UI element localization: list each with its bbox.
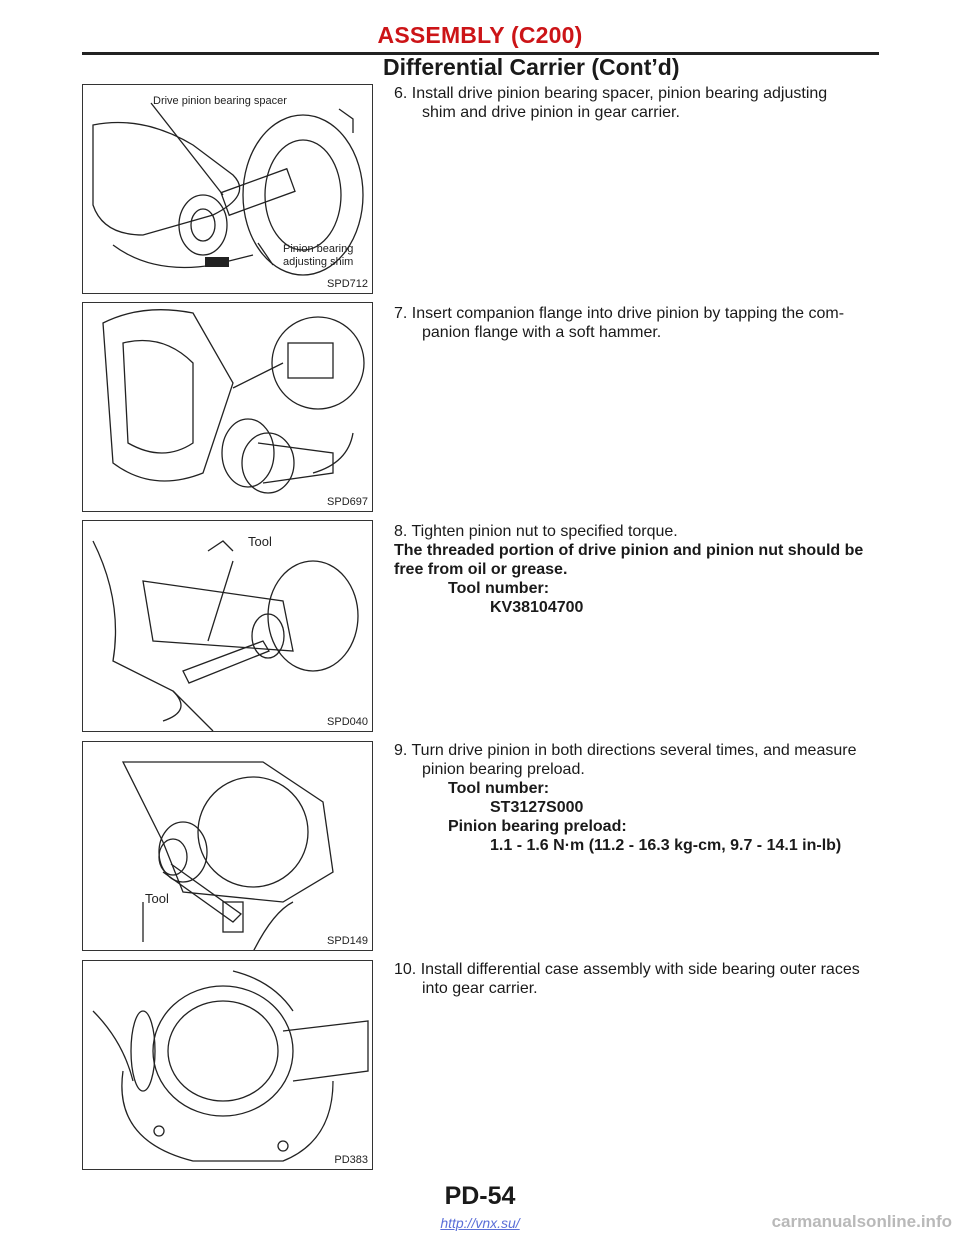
step-7-line2: panion flange with a soft hammer.: [422, 324, 662, 341]
figure-code: SPD040: [327, 716, 368, 728]
step-10-line2: into gear carrier.: [422, 980, 538, 997]
figure-spd697: [82, 302, 373, 512]
step-10: [394, 960, 880, 998]
footer-link[interactable]: http://vnx.su/: [440, 1215, 520, 1231]
step-6-line2: shim and drive pinion in gear carrier.: [422, 104, 680, 121]
step-9-line1: 9. Turn drive pinion in both directions several times, and measure: [394, 742, 857, 759]
step-8-tool-label: Tool number:: [448, 580, 550, 597]
step-9-preload-label: Pinion bearing preload:: [448, 818, 627, 835]
figure-spd712: [82, 84, 373, 294]
step-8-warning-2: free from oil or grease.: [394, 561, 568, 578]
step-9-preload-value: 1.1 - 1.6 N·m (11.2 - 16.3 kg-cm, 9.7 - 14.1 in-lb): [490, 837, 842, 854]
illustration-companion-flange: [83, 303, 373, 512]
step-9: [394, 741, 880, 855]
figure-spd040: [82, 520, 373, 732]
figure-label-shim-2: adjusting shim: [283, 256, 354, 268]
step-8-tool-value: KV38104700: [490, 599, 584, 616]
step-9-tool-value: ST3127S000: [490, 799, 584, 816]
step-6-line1: 6. Install drive pinion bearing spacer, pinion bearing adjusting: [394, 85, 828, 102]
step-9-line2: pinion bearing preload.: [422, 761, 585, 778]
page-number: PD-54: [444, 1182, 516, 1210]
figure-spd149: [82, 741, 373, 951]
figure-code: PD383: [334, 1154, 368, 1166]
step-8: [394, 522, 880, 617]
step-8-warning-1: The threaded portion of drive pinion and pinion nut should be: [394, 542, 864, 559]
watermark: carmanualsonline.info: [771, 1212, 952, 1231]
step-10-line1: 10. Install differential case assembly with side bearing outer races: [394, 961, 860, 978]
figure-label-tool: Tool: [145, 891, 169, 906]
step-7: [394, 304, 880, 342]
illustration-differential-case: [83, 961, 373, 1170]
figure-label-spacer: Drive pinion bearing spacer: [153, 95, 287, 107]
step-8-line1: 8. Tighten pinion nut to specified torque.: [394, 523, 678, 540]
figure-pd383: [82, 960, 373, 1170]
figure-label-tool: Tool: [248, 534, 272, 549]
figure-code: SPD697: [327, 496, 368, 508]
step-6: [394, 84, 880, 122]
illustration-preload-gauge: [83, 742, 373, 951]
step-7-line1: 7. Insert companion flange into drive pinion by tapping the com-: [394, 305, 845, 322]
page-subtitle: Differential Carrier (Cont’d): [383, 54, 680, 80]
illustration-torque-wrench: [83, 521, 373, 732]
step-9-tool-label: Tool number:: [448, 780, 550, 797]
figure-code: SPD149: [327, 935, 368, 947]
figure-label-shim-1: Pinion bearing: [283, 243, 354, 255]
section-title: ASSEMBLY (C200): [377, 22, 583, 48]
figure-code: SPD712: [327, 278, 368, 290]
